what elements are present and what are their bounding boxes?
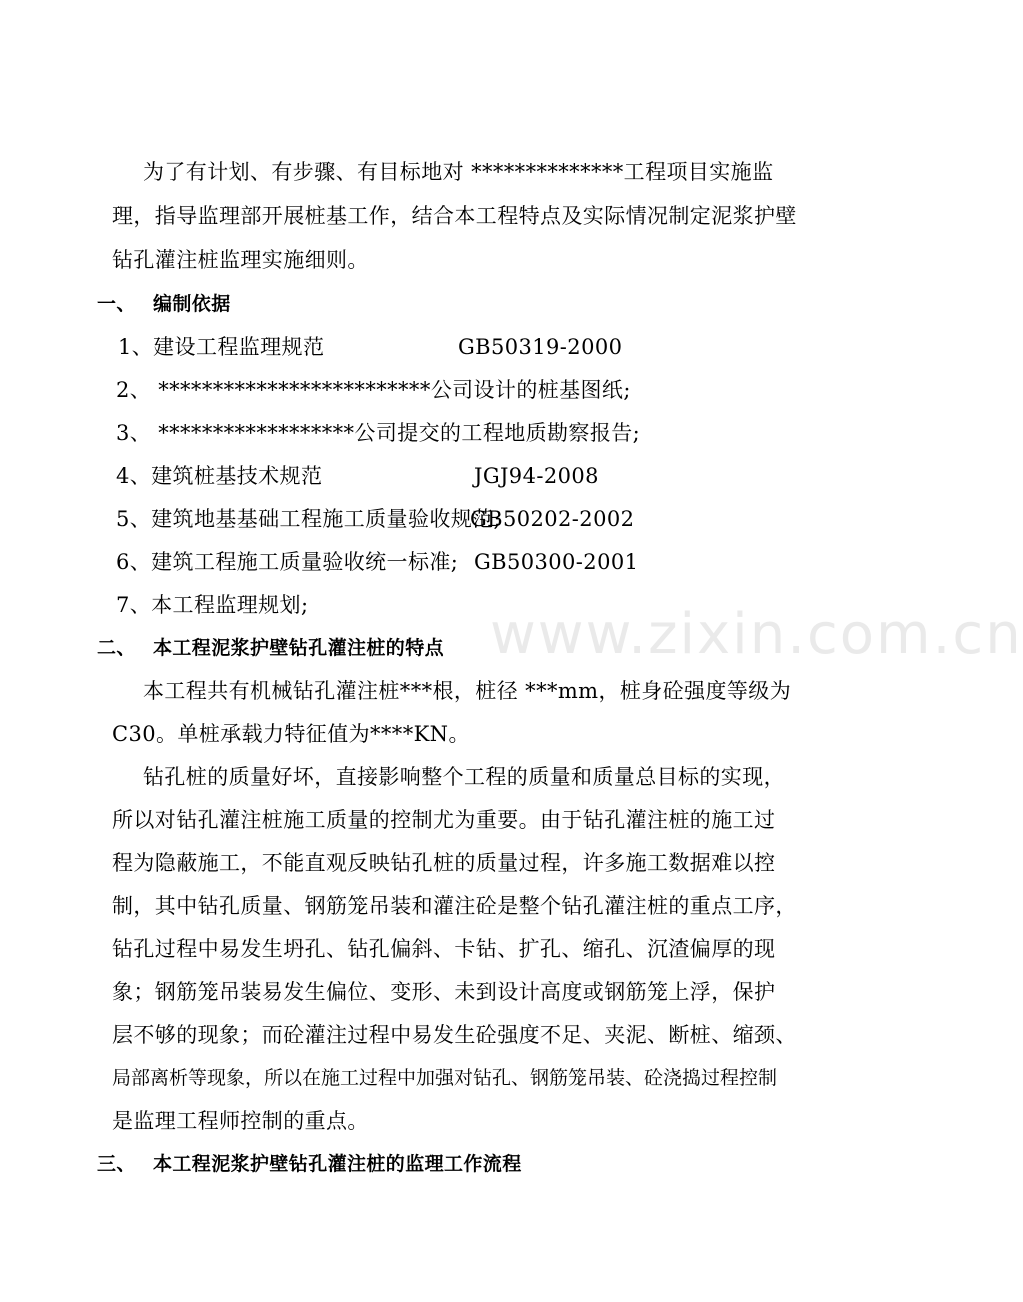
section-3-number: 三、 [97,1153,136,1175]
section-1-title: 编制依据 [153,293,231,315]
basis-item-code: GB50319-2000 [458,335,623,359]
feature-para-2-line-5: 钻孔过程中易发生坍孔、钻孔偏斜、卡钻、扩孔、缩孔、沉渣偏厚的现 [112,937,776,961]
basis-item-label: 4、建筑桩基技术规范 [116,464,323,488]
section-1-number: 一、 [97,293,136,315]
section-2-number: 二、 [97,637,136,659]
feature-para-2-line-4: 制，其中钻孔质量、钢筋笼吊装和灌注砼是整个钻孔灌注桩的重点工序， [112,894,797,918]
basis-item-2 [116,376,631,404]
basis-item-label: 3、 ******************公司提交的工程地质勘察报告; [116,421,641,445]
feature-para-2-line-6: 象；钢筋笼吊装易发生偏位、变形、未到设计高度或钢筋笼上浮，保护 [112,980,776,1004]
basis-item-label: 1、建设工程监理规范 [118,335,325,359]
watermark: www.zixin.com.cn [490,602,1023,667]
basis-item-3 [116,419,640,447]
feature-para-1-line-1: 本工程共有机械钻孔灌注桩***根，桩径 ***mm，桩身砼强度等级为 [143,679,792,703]
feature-para-2-line-1: 钻孔桩的质量好坏，直接影响整个工程的质量和质量总目标的实现， [143,765,785,789]
basis-item-label: 7、本工程监理规划; [116,593,309,617]
basis-item-code: JGJ94-2008 [474,464,599,488]
feature-para-2-line-2: 所以对钻孔灌注桩施工质量的控制尤为重要。由于钻孔灌注桩的施工过 [112,808,776,832]
feature-para-2-line-7: 层不够的现象；而砼灌注过程中易发生砼强度不足、夹泥、断桩、缩颈、 [112,1023,797,1047]
basis-item-label: 5、建筑地基基础工程施工质量验收规范; [116,507,502,531]
section-1-heading [97,290,231,318]
basis-item-code: GB50202-2002 [470,507,635,531]
feature-para-2-line-9: 是监理工程师控制的重点。 [112,1109,369,1133]
intro-line-2: 理，指导监理部开展桩基工作，结合本工程特点及实际情况制定泥浆护壁 [112,204,797,228]
intro-line-1: 为了有计划、有步骤、有目标地对 **************工程项目实施监 [143,160,774,184]
basis-item-4 [116,462,599,490]
section-3-title: 本工程泥浆护壁钻孔灌注桩的监理工作流程 [153,1153,522,1175]
basis-item-code: GB50300-2001 [474,550,639,574]
basis-item-5 [116,505,635,533]
basis-item-1 [118,333,623,361]
feature-para-2-line-3: 程为隐蔽施工，不能直观反映钻孔桩的质量过程，许多施工数据难以控 [112,851,776,875]
section-3-heading [97,1150,522,1178]
section-2-heading [97,634,444,662]
basis-item-label: 2、 *************************公司设计的桩基图纸; [116,378,631,402]
basis-item-6 [116,548,639,576]
feature-para-2-line-8: 局部离析等现象，所以在施工过程中加强对钻孔、钢筋笼吊装、砼浇捣过程控制 [112,1067,778,1089]
intro-line-3: 钻孔灌注桩监理实施细则。 [112,248,369,272]
basis-item-7 [116,591,308,619]
basis-item-label: 6、建筑工程施工质量验收统一标准; [116,550,459,574]
section-2-title: 本工程泥浆护壁钻孔灌注桩的特点 [153,637,445,659]
feature-para-1-line-2: C30。单桩承载力特征值为****KN。 [112,722,470,746]
